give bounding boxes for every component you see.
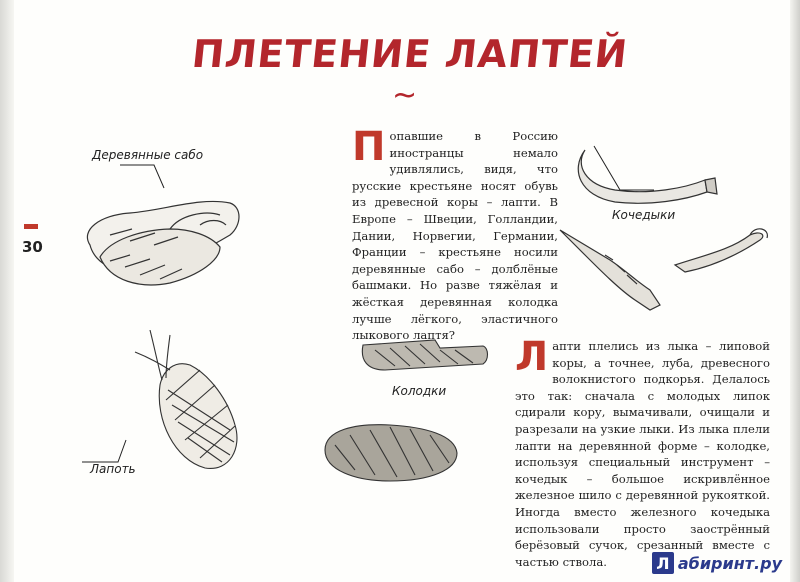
page-gutter <box>0 0 14 582</box>
page-edge <box>790 0 800 582</box>
paragraph-2 <box>515 334 770 570</box>
page-number: 30 <box>22 238 43 256</box>
paragraph-1-text: опавшие в Россию иностранцы немало удивлялись, видя, что русские крестьяне носят обувь из древесной коры – лапти. В Европе – Швеции, Голландии, Дании, Норвегии, Германии, Франции – крестьяне носили деревянные сабо – долблёные башмаки. Но разве тяжёлая и жёсткая деревянная колодка лучше лёгкого, эластичного лыкового лаптя? <box>352 129 558 343</box>
caption-kochedyki: Кочедыки <box>612 208 676 222</box>
watermark-logo-text: абиринт.ру <box>677 553 782 573</box>
watermark-logo <box>652 552 782 574</box>
paragraph-2-text: апти плелись из лыка – липовой коры, а точнее, луба, древесного волокнистого подкорья. Делалось это так: сначала с молодых липок сдирали кору, вымачивали, очищали и разрезали на узкие лыки. Из лыка плели лапти на деревянной форме – колодке, используя специальный инструмент – кочедык – большое искривлённое железное шило с деревянной рукояткой. Иногда вместо железного кочедыка использовали просто заострённый берёзовый сучок, срезанный вместе с частью ствола. <box>515 339 770 569</box>
paragraph-1 <box>352 124 558 344</box>
page-number-marker <box>24 224 38 229</box>
drop-cap-2: Л <box>515 334 549 380</box>
caption-lapot: Лапоть <box>90 462 136 476</box>
page-title: ПЛЕТЕНИЕ ЛАПТЕЙ <box>189 32 631 76</box>
kolodka-top-illustration <box>355 330 495 380</box>
kolodka-bottom-illustration <box>315 415 465 490</box>
lapot-illustration <box>130 330 260 475</box>
watermark-logo-icon: Л <box>652 552 674 574</box>
caption-kolodki: Колодки <box>392 384 447 398</box>
wooden-clogs-illustration <box>70 185 250 295</box>
kochedyki-illustration <box>555 140 785 320</box>
title-ornament: ~ <box>392 78 418 113</box>
drop-cap-1: П <box>352 124 386 170</box>
caption-sabo: Деревянные сабо <box>92 148 204 162</box>
